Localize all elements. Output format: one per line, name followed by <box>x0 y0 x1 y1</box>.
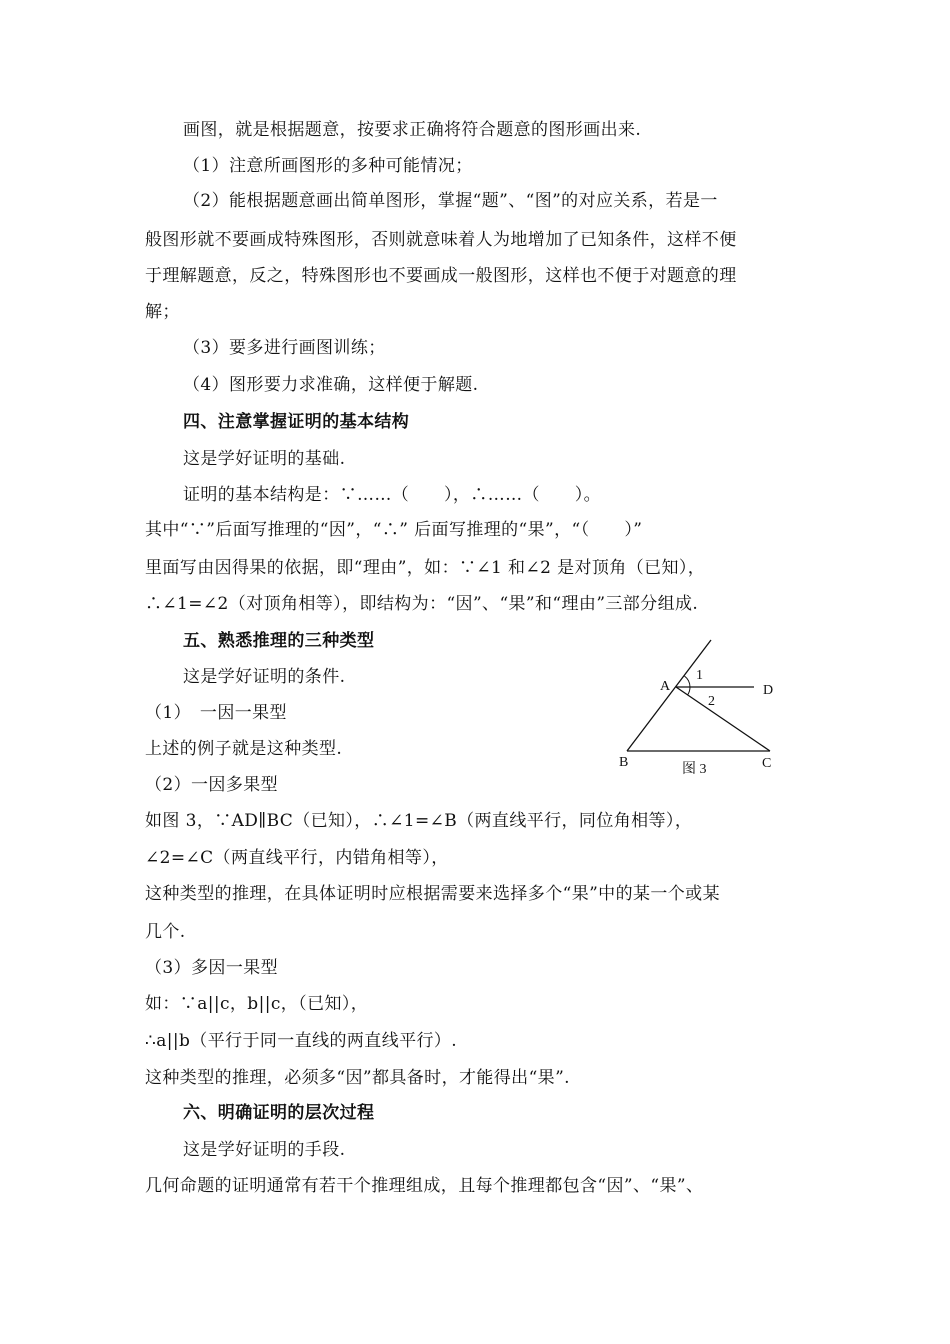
paragraph-line: 这种类型的推理，在具体证明时应根据需要来选择多个“果”中的某一个或某 <box>145 884 720 904</box>
paragraph-line: 于理解题意，反之，特殊图形也不要画成一般图形，这样也不便于对题意的理 <box>145 266 737 286</box>
angle-1-arc <box>684 676 690 687</box>
transversal-line <box>627 640 711 751</box>
angle-2-arc <box>688 687 690 695</box>
paragraph-line: 这是学好证明的基础. <box>183 449 346 469</box>
list-item: （1）注意所画图形的多种可能情况； <box>183 156 473 176</box>
paragraph-line: 如：∵a||c，b||c，（已知）， <box>145 994 369 1014</box>
paragraph-line: 这是学好证明的手段. <box>183 1140 346 1160</box>
paragraph-line: ∠2=∠C（两直线平行，内错角相等）， <box>145 848 449 868</box>
paragraph-line: 其中“∵”后面写推理的“因”，“∴” 后面写推理的“果”，“（ ）” <box>145 520 643 540</box>
paragraph-line: 证明的基本结构是：∵……（ ），∴……（ ）。 <box>183 485 601 505</box>
figure-caption: 图 3 <box>682 762 707 777</box>
list-item: （3）要多进行画图训练； <box>183 338 386 358</box>
paragraph-line: 这是学好证明的条件. <box>183 667 346 687</box>
list-item: （2）能根据题意画出简单图形，掌握“题”、“图”的对应关系，若是一 <box>183 191 718 211</box>
point-c-label: C <box>762 756 772 771</box>
section-heading: 五、熟悉推理的三种类型 <box>183 631 375 651</box>
section-heading: 四、注意掌握证明的基本结构 <box>183 412 410 432</box>
point-a-label: A <box>660 679 671 694</box>
paragraph-line: 上述的例子就是这种类型. <box>145 739 343 759</box>
paragraph-line: 画图，就是根据题意，按要求正确将符合题意的图形画出来. <box>183 120 642 140</box>
line-ac <box>676 687 770 751</box>
paragraph-line: 几何命题的证明通常有若干个推理组成，且每个推理都包含“因”、“果”、 <box>145 1176 704 1196</box>
section-heading: 六、明确证明的层次过程 <box>183 1103 375 1123</box>
paragraph-line: 如图 3，∵AD∥BC（已知），∴∠1=∠B（两直线平行，同位角相等）， <box>145 811 693 831</box>
paragraph-line: 这种类型的推理，必须多“因”都具备时，才能得出“果”. <box>145 1068 570 1088</box>
list-item: （2）一因多果型 <box>145 775 279 795</box>
angle-1-label: 1 <box>696 668 703 683</box>
list-item: （4）图形要力求准确，这样便于解题. <box>183 375 479 395</box>
geometry-figure-3 <box>612 636 802 782</box>
paragraph-line: 般图形就不要画成特殊图形，否则就意味着人为地增加了已知条件，这样不便 <box>145 230 737 250</box>
list-item: （3）多因一果型 <box>145 958 279 978</box>
paragraph-line: ∴a||b（平行于同一直线的两直线平行）. <box>145 1031 458 1051</box>
paragraph-line: 解； <box>145 302 180 322</box>
point-d-label: D <box>763 683 774 698</box>
paragraph-line: ∴∠1=∠2（对顶角相等），即结构为：“因”、“果”和“理由”三部分组成. <box>145 594 699 614</box>
point-b-label: B <box>619 755 629 770</box>
list-item: （1） 一因一果型 <box>145 703 287 723</box>
paragraph-line: 里面写由因得果的依据，即“理由”，如：∵∠1 和∠2 是对顶角（已知）， <box>145 558 706 578</box>
paragraph-line: 几个. <box>145 922 186 942</box>
angle-2-label: 2 <box>708 694 715 709</box>
